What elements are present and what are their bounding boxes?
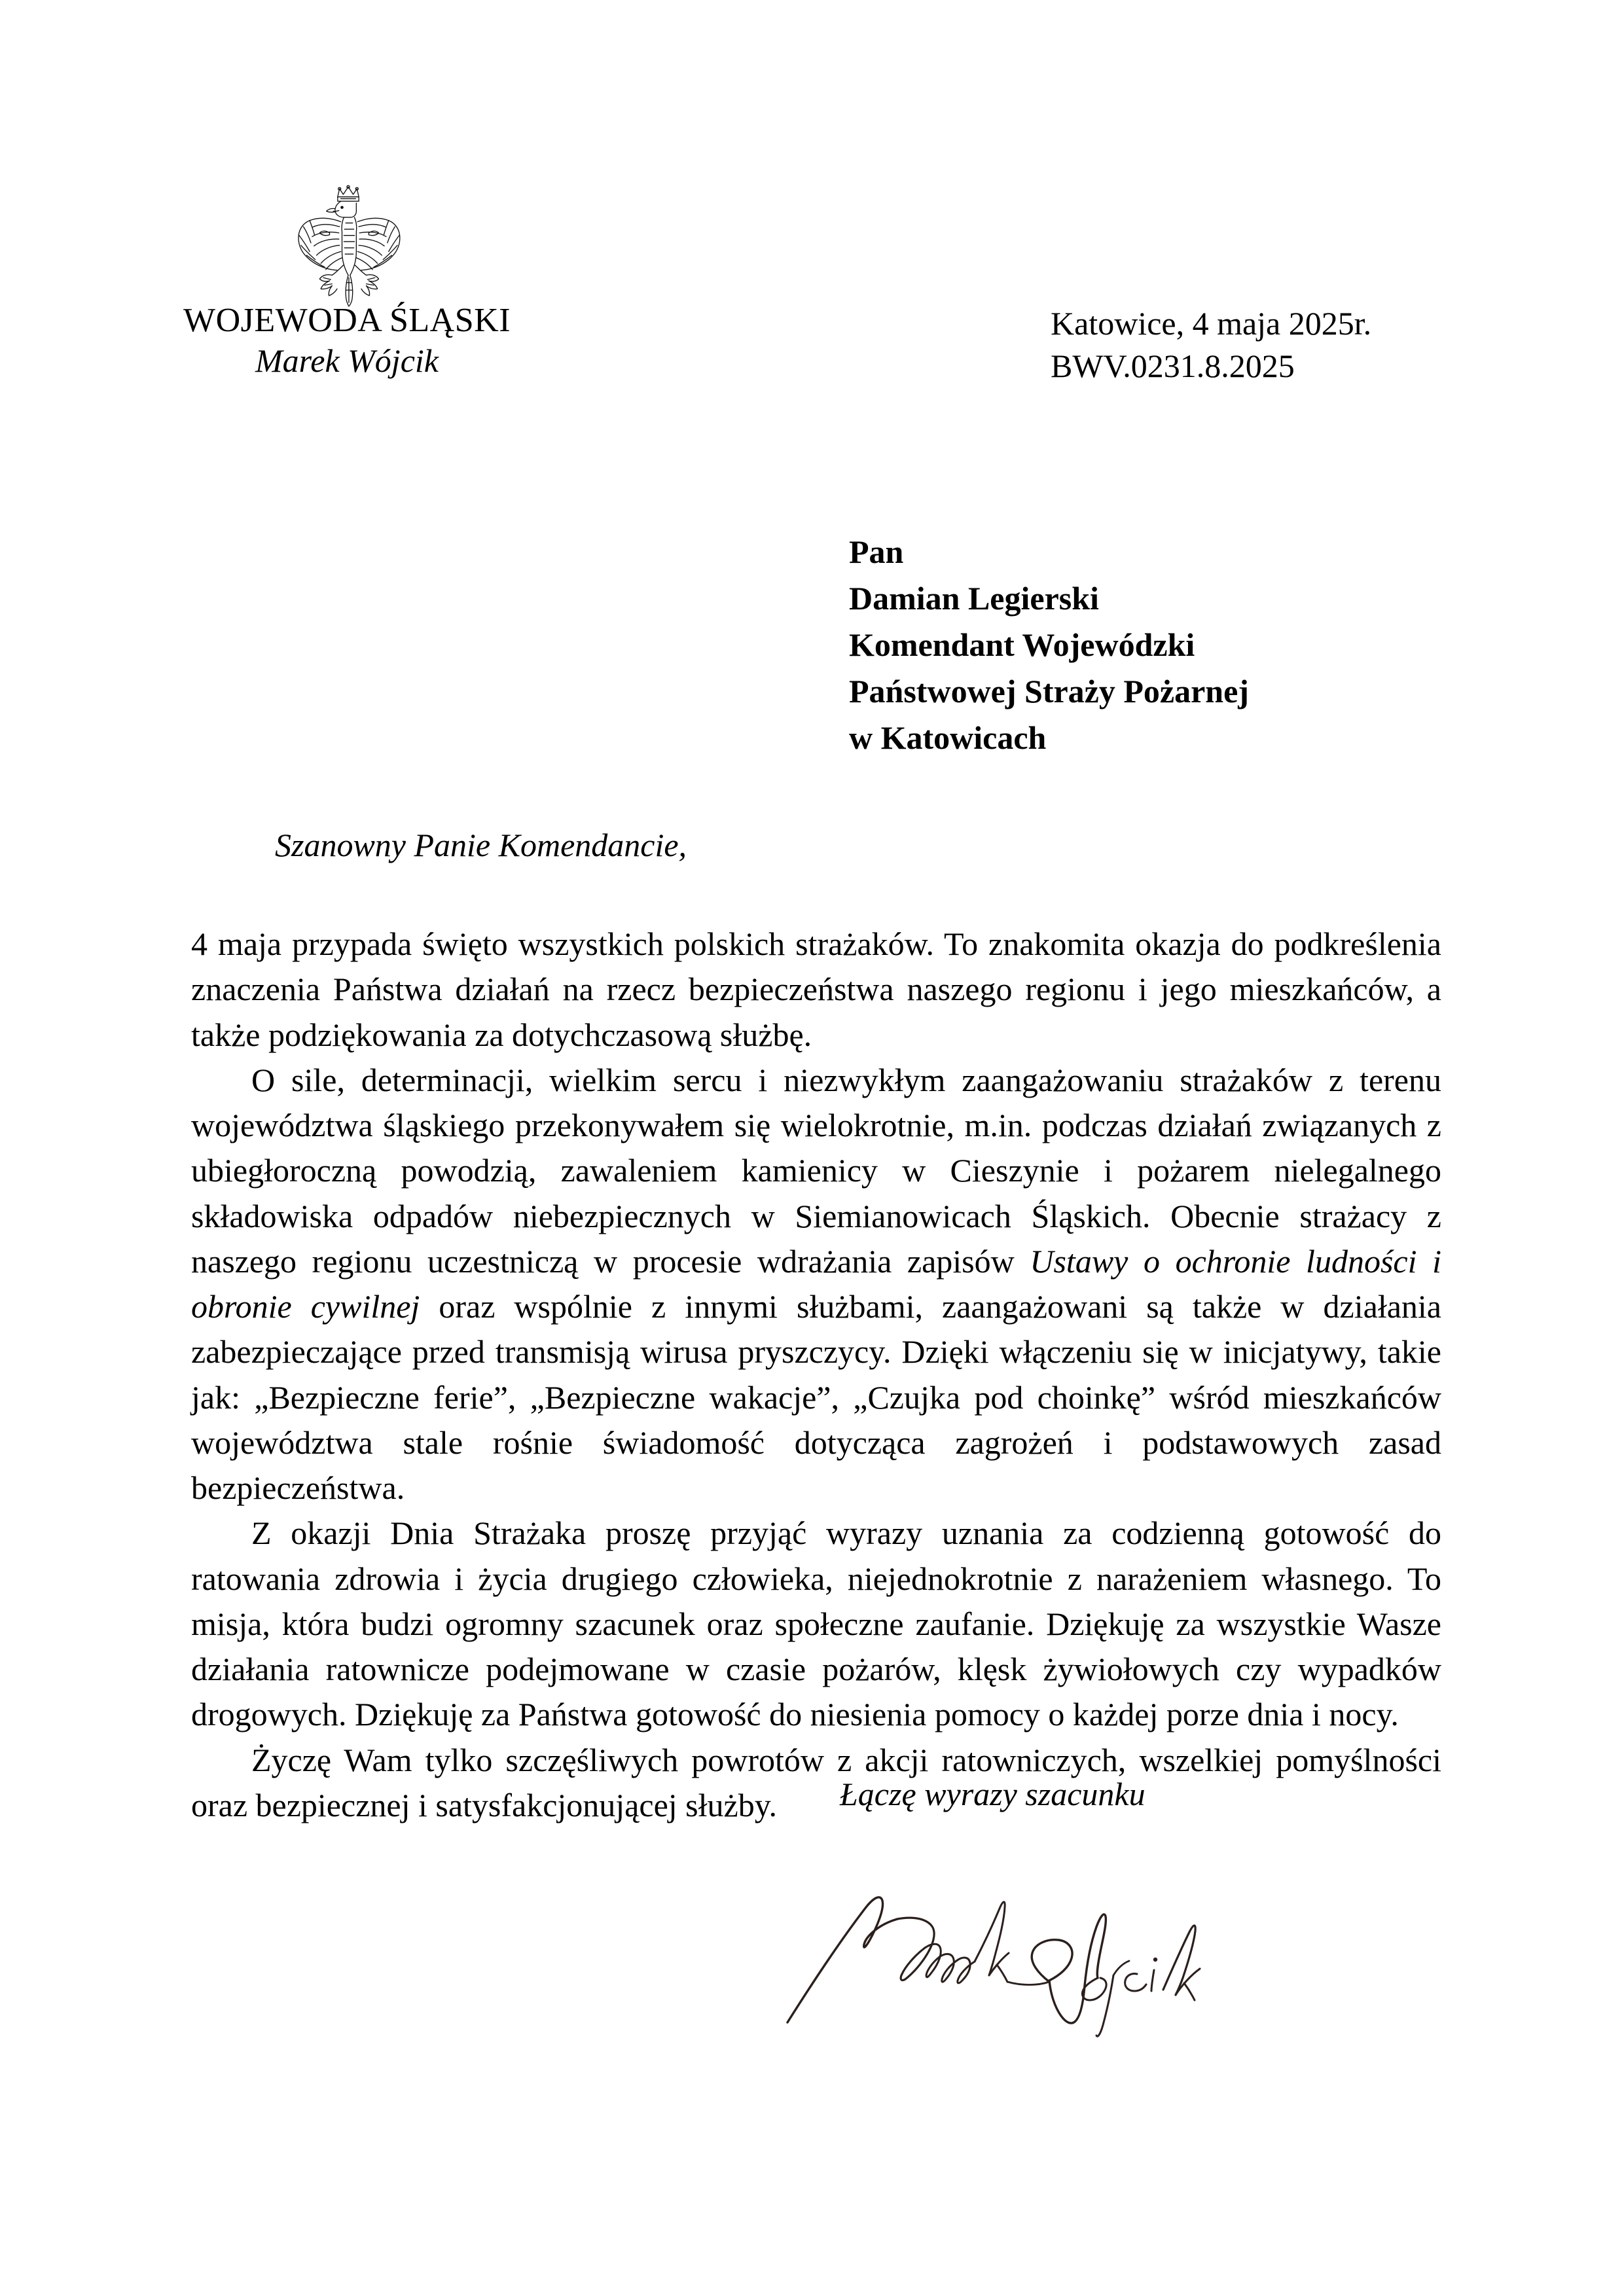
letterhead-meta-block — [1051, 302, 1574, 387]
addressee-line: Pan — [849, 533, 904, 570]
addressee-line: Komendant Wojewódzki — [849, 626, 1195, 663]
place-and-date: Katowice, 4 maja 2025r. — [1051, 305, 1372, 342]
closing-phrase: Łączę wyrazy szacunku — [840, 1776, 1146, 1812]
body-paragraph-3: Z okazji Dnia Strażaka proszę przyjąć wyrazy uznania za codzienną gotowość do ratowania zdrowia i życia drugiego człowieka, niejednokrotnie z narażeniem własnego. To misja, która budzi ogromny szacunek oraz społeczne zaufanie. Dziękuję za wszystkie Wasze działania ratownicze podejmowane w czasie pożarów, klęsk żywiołowych czy wypadków drogowych. Dziękuję za Państwa gotowość do niesienia pomocy o każdej porze dnia i nocy. — [191, 1515, 1441, 1733]
office-title: WOJEWODA ŚLĄSKI — [183, 302, 511, 339]
addressee-line: Państwowej Straży Pożarnej — [849, 673, 1249, 709]
official-name: Marek Wójcik — [255, 342, 439, 380]
body-paragraph-2-text-after: oraz wspólnie z innymi służbami, zaangażowani są także w działania zabezpieczające przed transmisją wirusa pryszczycy. Dzięki włączeniu się w inicjatywy, takie jak: „Bezpieczne ferie”, „Bezpieczne wakacje”, „Czujka pod choinkę” wśród mieszkańców województwa stale rośnie świadomość dotycząca zagrożeń i podstawowych zasad bezpieczeństwa. — [191, 1288, 1441, 1506]
addressee-block — [849, 529, 1438, 761]
addressee-line: Damian Legierski — [849, 580, 1099, 617]
addressee-line: w Katowicach — [849, 719, 1047, 756]
handwritten-signature-icon — [776, 1871, 1234, 2041]
body-paragraph-2-text-before: O sile, determinacji, wielkim sercu i niezwykłym zaangażowaniu strażaków z terenu województwa śląskiego przekonywałem się wielokrotnie, m.in. podczas działań związanych z ubiegłoroczną powodzią, zawaleniem kamienicy w Cieszynie i pożarem nielegalnego składowiska odpadów niebezpiecznych w Siemianowicach Śląskich. Obecnie strażacy z naszego regionu uczestniczą w procesie wdrażania zapisów — [191, 1061, 1441, 1280]
body-paragraph-1: 4 maja przypada święto wszystkich polskich strażaków. To znakomita okazja do podkreślenia znaczenia Państwa działań na rzecz bezpieczeństwa naszego regionu i jego mieszkańców, a także podziękowania za dotychczasową służbę. — [191, 925, 1441, 1053]
law-title-emphasis: Ustawy o ochronie ludności i obronie cywilnej — [191, 1242, 1441, 1325]
reference-number: BWV.0231.8.2025 — [1051, 348, 1295, 384]
body-paragraph-4: Życzę Wam tylko szczęśliwych powrotów z akcji ratowniczych, wszelkiej pomyślności oraz bezpiecznej i satysfakcjonującej służby. — [191, 1741, 1441, 1823]
letter-body — [191, 922, 1441, 1828]
letterhead-office-block — [118, 302, 576, 380]
body-paragraph-2 — [191, 1058, 1441, 1511]
polish-eagle-emblem-icon — [286, 178, 410, 309]
salutation: Szanowny Panie Komendancie, — [275, 827, 687, 863]
